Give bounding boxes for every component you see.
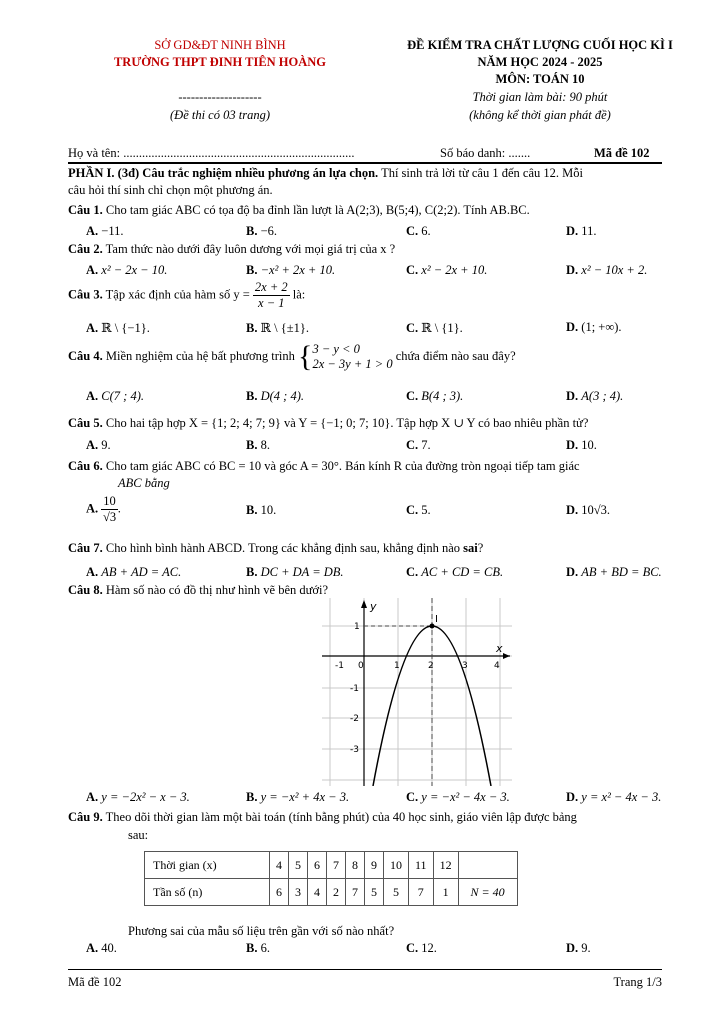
part1-instruction: Thí sinh trả lời từ câu 1 đến câu 12. Mỗi — [378, 166, 583, 180]
q2-option-b[interactable]: B. −x² + 2x + 10. — [246, 263, 336, 277]
school-name: TRƯỜNG THPT ĐINH TIÊN HOÀNG — [113, 55, 327, 69]
table-cell: 10 — [384, 852, 409, 879]
y-tick: -3 — [350, 745, 359, 755]
table-cell: 6 — [270, 879, 289, 906]
exam-code: Mã đề 102 — [594, 146, 650, 160]
q3-fraction: $\frac{2x + 2}{x - 1}$ — [254, 280, 288, 310]
q7-option-d[interactable]: D. AB + BD = BC. — [566, 565, 662, 579]
table-cell: 4 — [308, 879, 327, 906]
exam-title: ĐỀ KIỂM TRA CHẤT LƯỢNG CUỐI HỌC KÌ I — [407, 38, 673, 52]
table-row — [145, 852, 518, 879]
question-6: Câu 6. Cho tam giác ABC có BC = 10 và góc A = 30°. Bán kính R của đường tròn ngoại tiếp tam giác — [68, 459, 580, 473]
question-8: Câu 8. Hàm số nào có đồ thị như hình vẽ bên dưới? — [68, 583, 329, 597]
subject: MÔN: TOÁN 10 — [495, 72, 585, 86]
y-tick: 1 — [354, 622, 360, 632]
q4-option-d[interactable]: D. A(3 ; 4). — [566, 389, 624, 403]
q6-fraction: $\frac{10}{√3}$ — [102, 494, 117, 524]
x-tick: 3 — [462, 661, 468, 671]
q3-option-d[interactable]: D. (1; +∞). — [566, 320, 622, 334]
table-cell: 2 — [327, 879, 346, 906]
table-cell: 1 — [433, 879, 458, 906]
q1-option-c[interactable]: C. 6. — [406, 224, 431, 238]
frequency-table — [144, 851, 518, 906]
table-header-frequency: Tần số (n) — [145, 879, 270, 906]
vertex-label: I — [435, 614, 438, 625]
table-header-time: Thời gian (x) — [145, 852, 270, 879]
table-cell: 5 — [384, 879, 409, 906]
y-tick: -1 — [350, 684, 359, 694]
q8-option-a[interactable]: A. y = −2x² − x − 3. — [86, 790, 190, 804]
q5-option-a[interactable]: A. 9. — [86, 438, 111, 452]
table-total: N = 40 — [458, 879, 517, 906]
system-brace: { — [298, 340, 313, 373]
footer-divider — [68, 969, 662, 970]
footer-exam-code: Mã đề 102 — [68, 975, 122, 989]
q8-option-b[interactable]: B. y = −x² + 4x − 3. — [246, 790, 350, 804]
pages-note: (Đề thi có 03 trang) — [170, 108, 270, 122]
header-divider — [68, 162, 662, 164]
question-9: Câu 9. Theo dõi thời gian làm một bài toán (tính bằng phút) của 40 học sinh, giáo viên lập được bảng — [68, 810, 577, 824]
q5-option-b[interactable]: B. 8. — [246, 438, 270, 452]
q9-option-c[interactable]: C. 12. — [406, 941, 437, 955]
q3-option-a[interactable]: A. ℝ \ {−1}. — [86, 321, 150, 335]
table-cell: 9 — [365, 852, 384, 879]
q7-option-b[interactable]: B. DC + DA = DB. — [246, 565, 344, 579]
q6-option-a[interactable]: A. $\frac{10}{√3}$ . — [86, 494, 121, 524]
q4-option-a[interactable]: A. C(7 ; 4). — [86, 389, 144, 403]
table-cell: 7 — [409, 879, 434, 906]
table-cell: 5 — [365, 879, 384, 906]
table-cell-empty — [458, 852, 517, 879]
q5-option-d[interactable]: D. 10. — [566, 438, 597, 452]
question-6-cont: ABC bằng — [118, 476, 170, 490]
q2-option-a[interactable]: A. x² − 2x − 10. — [86, 263, 168, 277]
q5-option-c[interactable]: C. 7. — [406, 438, 431, 452]
q1-option-b[interactable]: B. −6. — [246, 224, 278, 238]
table-cell: 7 — [346, 879, 365, 906]
q6-option-d[interactable]: D. 10√3. — [566, 503, 611, 517]
q8-option-c[interactable]: C. y = −x² − 4x − 3. — [406, 790, 510, 804]
question-3: Câu 3. Tập xác định của hàm số y = $\frac{2x + 2}{x - 1}$ là: — [68, 280, 306, 310]
table-cell: 4 — [270, 852, 289, 879]
q1-option-d[interactable]: D. 11. — [566, 224, 597, 238]
q6-option-b[interactable]: B. 10. — [246, 503, 277, 517]
x-tick: 1 — [394, 661, 400, 671]
table-row — [145, 879, 518, 906]
q4-system: 3 − y < 0 2x − 3y + 1 > 0 — [312, 342, 393, 371]
question-text: Cho tam giác ABC có tọa độ ba đỉnh lần lượt là A(2;3), B(5;4), C(2;2). Tính AB.BC. — [102, 203, 530, 217]
part1-title: PHẦN I. (3đ) Câu trắc nghiệm nhiều phương án lựa chọn. — [68, 166, 379, 180]
q6-option-c[interactable]: C. 5. — [406, 503, 431, 517]
header-dashes: -------------------- — [178, 90, 262, 104]
part1-line2: câu hỏi thí sinh chỉ chọn một phương án. — [68, 183, 273, 197]
parabola-graph — [322, 598, 512, 786]
y-axis-label: y — [370, 600, 377, 613]
q9-option-d[interactable]: D. 9. — [566, 941, 591, 955]
x-tick: 2 — [428, 661, 434, 671]
x-tick: -1 — [335, 661, 344, 671]
time-limit: Thời gian làm bài: 90 phút — [472, 90, 608, 104]
table-cell: 5 — [289, 852, 308, 879]
q7-option-c[interactable]: C. AC + CD = CB. — [406, 565, 504, 579]
student-id-field: Số báo danh: ....... — [440, 146, 531, 160]
q9-option-a[interactable]: A. 40. — [86, 941, 117, 955]
q7-option-a[interactable]: A. AB + AD = AC. — [86, 565, 182, 579]
q4-option-c[interactable]: C. B(4 ; 3). — [406, 389, 464, 403]
q1-option-a[interactable]: A. −11. — [86, 224, 124, 238]
x-axis-label: x — [496, 642, 503, 655]
table-cell: 6 — [308, 852, 327, 879]
q3-option-c[interactable]: C. ℝ \ {1}. — [406, 321, 463, 335]
time-note: (không kể thời gian phát đề) — [469, 108, 611, 122]
x-tick: 4 — [494, 661, 500, 671]
table-cell: 12 — [433, 852, 458, 879]
y-tick: -2 — [350, 714, 359, 724]
q4-option-b[interactable]: B. D(4 ; 4). — [246, 389, 304, 403]
q2-option-d[interactable]: D. x² − 10x + 2. — [566, 263, 648, 277]
table-cell: 3 — [289, 879, 308, 906]
school-year: NĂM HỌC 2024 - 2025 — [477, 55, 603, 69]
question-9-cont: sau: — [128, 828, 149, 842]
table-cell: 7 — [327, 852, 346, 879]
question-7: Câu 7. Cho hình bình hành ABCD. Trong các khẳng định sau, khẳng định nào sai? — [68, 541, 484, 555]
question-1 — [68, 203, 530, 218]
question-4: Câu 4. Miền nghiệm của hệ bất phương trình { 3 − y < 0 2x − 3y + 1 > 0 chứa điểm nào sau đây? — [68, 340, 516, 373]
question-label: Câu 1. — [68, 203, 103, 217]
table-cell: 8 — [346, 852, 365, 879]
name-field: Họ và tên: .......................................................................... — [68, 146, 355, 160]
footer-page-number: Trang 1/3 — [613, 975, 662, 989]
table-cell: 11 — [409, 852, 434, 879]
q8-option-d[interactable]: D. y = x² − 4x − 3. — [566, 790, 662, 804]
y-axis-arrow — [361, 600, 367, 608]
q9-option-b[interactable]: B. 6. — [246, 941, 270, 955]
q3-option-b[interactable]: B. ℝ \ {±1}. — [246, 321, 309, 335]
x-axis-arrow — [503, 653, 510, 659]
question-9-prompt: Phương sai của mẫu số liệu trên gần với số nào nhất? — [128, 924, 395, 938]
question-5: Câu 5. Cho hai tập hợp X = {1; 2; 4; 7; 9} và Y = {−1; 0; 7; 10}. Tập hợp X ∪ Y có bao nhiêu phần tử? — [68, 416, 589, 430]
q2-option-c[interactable]: C. x² − 2x + 10. — [406, 263, 488, 277]
department-name: SỞ GD&ĐT NINH BÌNH — [154, 38, 286, 52]
part1-line1 — [68, 166, 583, 181]
question-2: Câu 2. Tam thức nào dưới đây luôn dương với mọi giá trị của x ? — [68, 242, 396, 256]
x-tick: 0 — [358, 661, 364, 671]
vertex-point — [430, 624, 435, 629]
